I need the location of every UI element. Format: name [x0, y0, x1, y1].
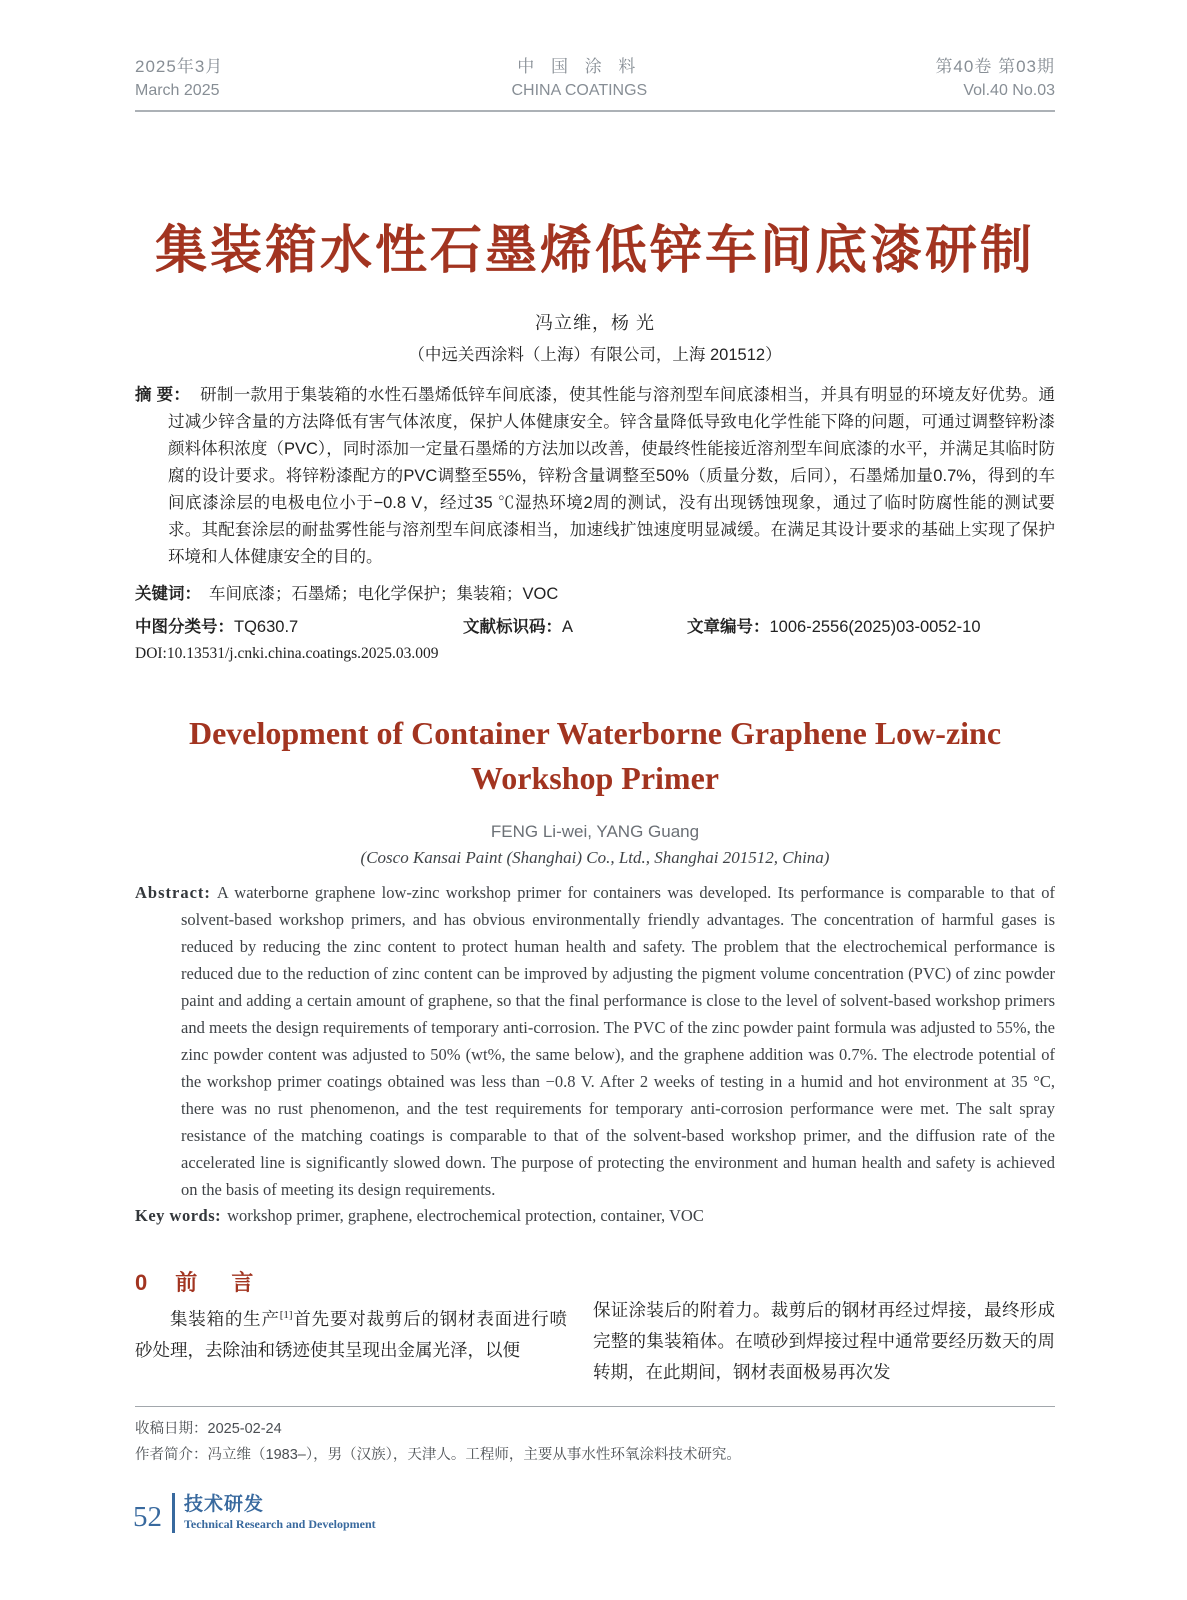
header-issue-en: Vol.40 No.03 [963, 82, 1055, 99]
keywords-text-zh: 车间底漆；石墨烯；电化学保护；集装箱；VOC [209, 585, 559, 603]
article-no-value: 1006-2556(2025)03-0052-10 [769, 618, 981, 636]
page-footer [133, 1493, 376, 1533]
reference-mark: [1] [279, 1309, 293, 1322]
received-date-value: 2025-02-24 [207, 1421, 282, 1437]
author-bio-label: 作者简介： [135, 1447, 208, 1463]
received-date-label: 收稿日期： [135, 1421, 208, 1437]
section-heading [135, 1266, 567, 1297]
column-right [593, 1266, 1055, 1388]
article-title-en-line1: Development of Container Waterborne Graphene Low-zinc [188, 715, 1002, 751]
header-journal-en: CHINA COATINGS [511, 82, 648, 99]
header-date-en: March 2025 [135, 82, 220, 99]
body-text-pre: 集装箱的生产 [170, 1309, 280, 1329]
article-title-en [135, 711, 1055, 801]
doc-code-label: 文献标识码： [463, 618, 562, 636]
page-number: 52 [133, 1500, 162, 1533]
article-number [687, 613, 981, 637]
document-code [463, 613, 573, 637]
keywords-label-en: Key words: [135, 1206, 222, 1225]
author-bio-line [135, 1442, 1055, 1468]
abstract-text-en: A waterborne graphene low-zinc workshop primer for containers was developed. Its performance is comparable to that of solvent-based workshop primers, and has obvious environmentally friendly advantages. The concentration of harmful gases is reduced by reducing the zinc content to protect human health and safety. The problem that the electrochemical performance is reduced due to the reduction of zinc content can be improved by adjusting the pigment volume concentration (PVC) of zinc powder paint and adding a certain amount of graphene, so that the final performance is close to the level of solvent-based workshop primers and meets the design requirements of temporary anti-corrosion. The PVC of the zinc powder paint formula was adjusted to 55%, the zinc powder content was adjusted to 50% (wt%, the same below), and the graphene addition was 0.7%. The electrode potential of the workshop primer coatings obtained was less than −0.8 V. After 2 weeks of testing in a humid and hot environment at 35 °C, there was no rust phenomenon, and the test requirements for temporary anti-corrosion performance were met. The salt spray resistance of the matching coatings is comparable to that of the solvent-based workshop primer, and the diffusion rate of the accelerated line is significantly slowed down. The purpose of protecting the environment and human health and safety is achieved on the basis of meeting its design requirements. [181, 883, 1055, 1199]
keywords-zh [135, 580, 1055, 604]
footer-section-zh: 技术研发 [184, 1494, 265, 1515]
article-title-en-line2: Workshop Primer [471, 760, 719, 796]
author-bio-value: 冯立维（1983–），男（汉族），天津人。工程师，主要从事水性环氧涂料技术研究。 [207, 1447, 741, 1463]
footer-divider-bar [172, 1493, 175, 1533]
doc-code-value: A [562, 618, 574, 636]
header-date [135, 55, 223, 103]
footer-section-en: Technical Research and Development [184, 1517, 376, 1531]
abstract-en [135, 879, 1055, 1203]
header-journal-name [512, 55, 648, 103]
keywords-en [135, 1206, 1055, 1226]
header-date-zh: 2025年3月 [135, 57, 224, 76]
footer-section [184, 1494, 376, 1532]
clc-number [135, 613, 298, 637]
article-no-label: 文章编号： [687, 618, 770, 636]
body-paragraph-left [135, 1304, 567, 1366]
body-text-post: 首先要对裁剪后的钢材表面进行喷砂处理，去除油和锈迹使其呈现出金属光泽，以便 [135, 1309, 568, 1360]
header-issue [935, 55, 1055, 103]
abstract-label-en: Abstract: [135, 883, 211, 902]
article-authors-zh: 冯立维，杨 光 [534, 313, 655, 333]
page-content [135, 55, 1055, 1388]
article-affiliation-en: (Cosco Kansai Paint (Shanghai) Co., Ltd., Shanghai 201512, China) [360, 848, 830, 867]
clc-value: TQ630.7 [234, 618, 299, 636]
footnote-block [135, 1406, 1055, 1468]
article-authors-en: FENG Li-wei, YANG Guang [490, 822, 700, 841]
keywords-label-zh: 关键词： [135, 585, 201, 603]
abstract-text-zh: 研制一款用于集装箱的水性石墨烯低锌车间底漆，使其性能与溶剂型车间底漆相当，并具有明显的环境友好优势。通过减少锌含量的方法降低有害气体浓度，保护人体健康安全。锌含量降低导致电化学性能下降的问题，可通过调整锌粉漆颜料体积浓度（PVC），同时添加一定量石墨烯的方法加以改善，使最终性能接近溶剂型车间底漆的水平，并满足其临时防腐的设计要求。将锌粉漆配方的PVC调整至55%，锌粉含量调整至50%（质量分数，后同），石墨烯加量0.7%，得到的车间底漆涂层的电极电位小于−0.8 V，经过35 ℃湿热环境2周的测试，没有出现锈蚀现象，通过了临时防腐性能的测试要求。其配套涂层的耐盐雾性能与溶剂型车间底漆相当，加速线扩蚀速度明显减缓。在满足其设计要求的基础上实现了保护环境和人体健康安全的目的。 [168, 386, 1055, 566]
abstract-label-zh: 摘 要： [135, 386, 191, 404]
clc-label: 中图分类号： [135, 618, 234, 636]
keywords-text-en: workshop primer, graphene, electrochemical protection, container, VOC [227, 1206, 704, 1225]
article-affiliation-zh: （中远关西涂料（上海）有限公司，上海 201512） [408, 346, 782, 364]
section-number: 0 [135, 1270, 150, 1295]
body-paragraph-right: 保证涂装后的附着力。裁剪后的钢材再经过焊接，最终形成完整的集装箱体。在喷砂到焊接过程中通常要经历数天的周转期，在此期间，钢材表面极易再次发 [593, 1300, 1055, 1382]
article-title-zh: 集装箱水性石墨烯低锌车间底漆研制 [154, 222, 1035, 280]
received-date-line [135, 1416, 1055, 1442]
section-introduction [135, 1266, 1055, 1388]
column-left [135, 1266, 567, 1388]
section-title: 前 言 [175, 1270, 268, 1295]
header-journal-zh: 中 国 涂 料 [517, 57, 642, 76]
header-issue-zh: 第40卷 第03期 [935, 57, 1055, 76]
abstract-zh [135, 382, 1055, 571]
journal-header [135, 55, 1055, 112]
classification-row [135, 613, 1055, 637]
doi: DOI:10.13531/j.cnki.china.coatings.2025.03.009 [135, 645, 439, 662]
